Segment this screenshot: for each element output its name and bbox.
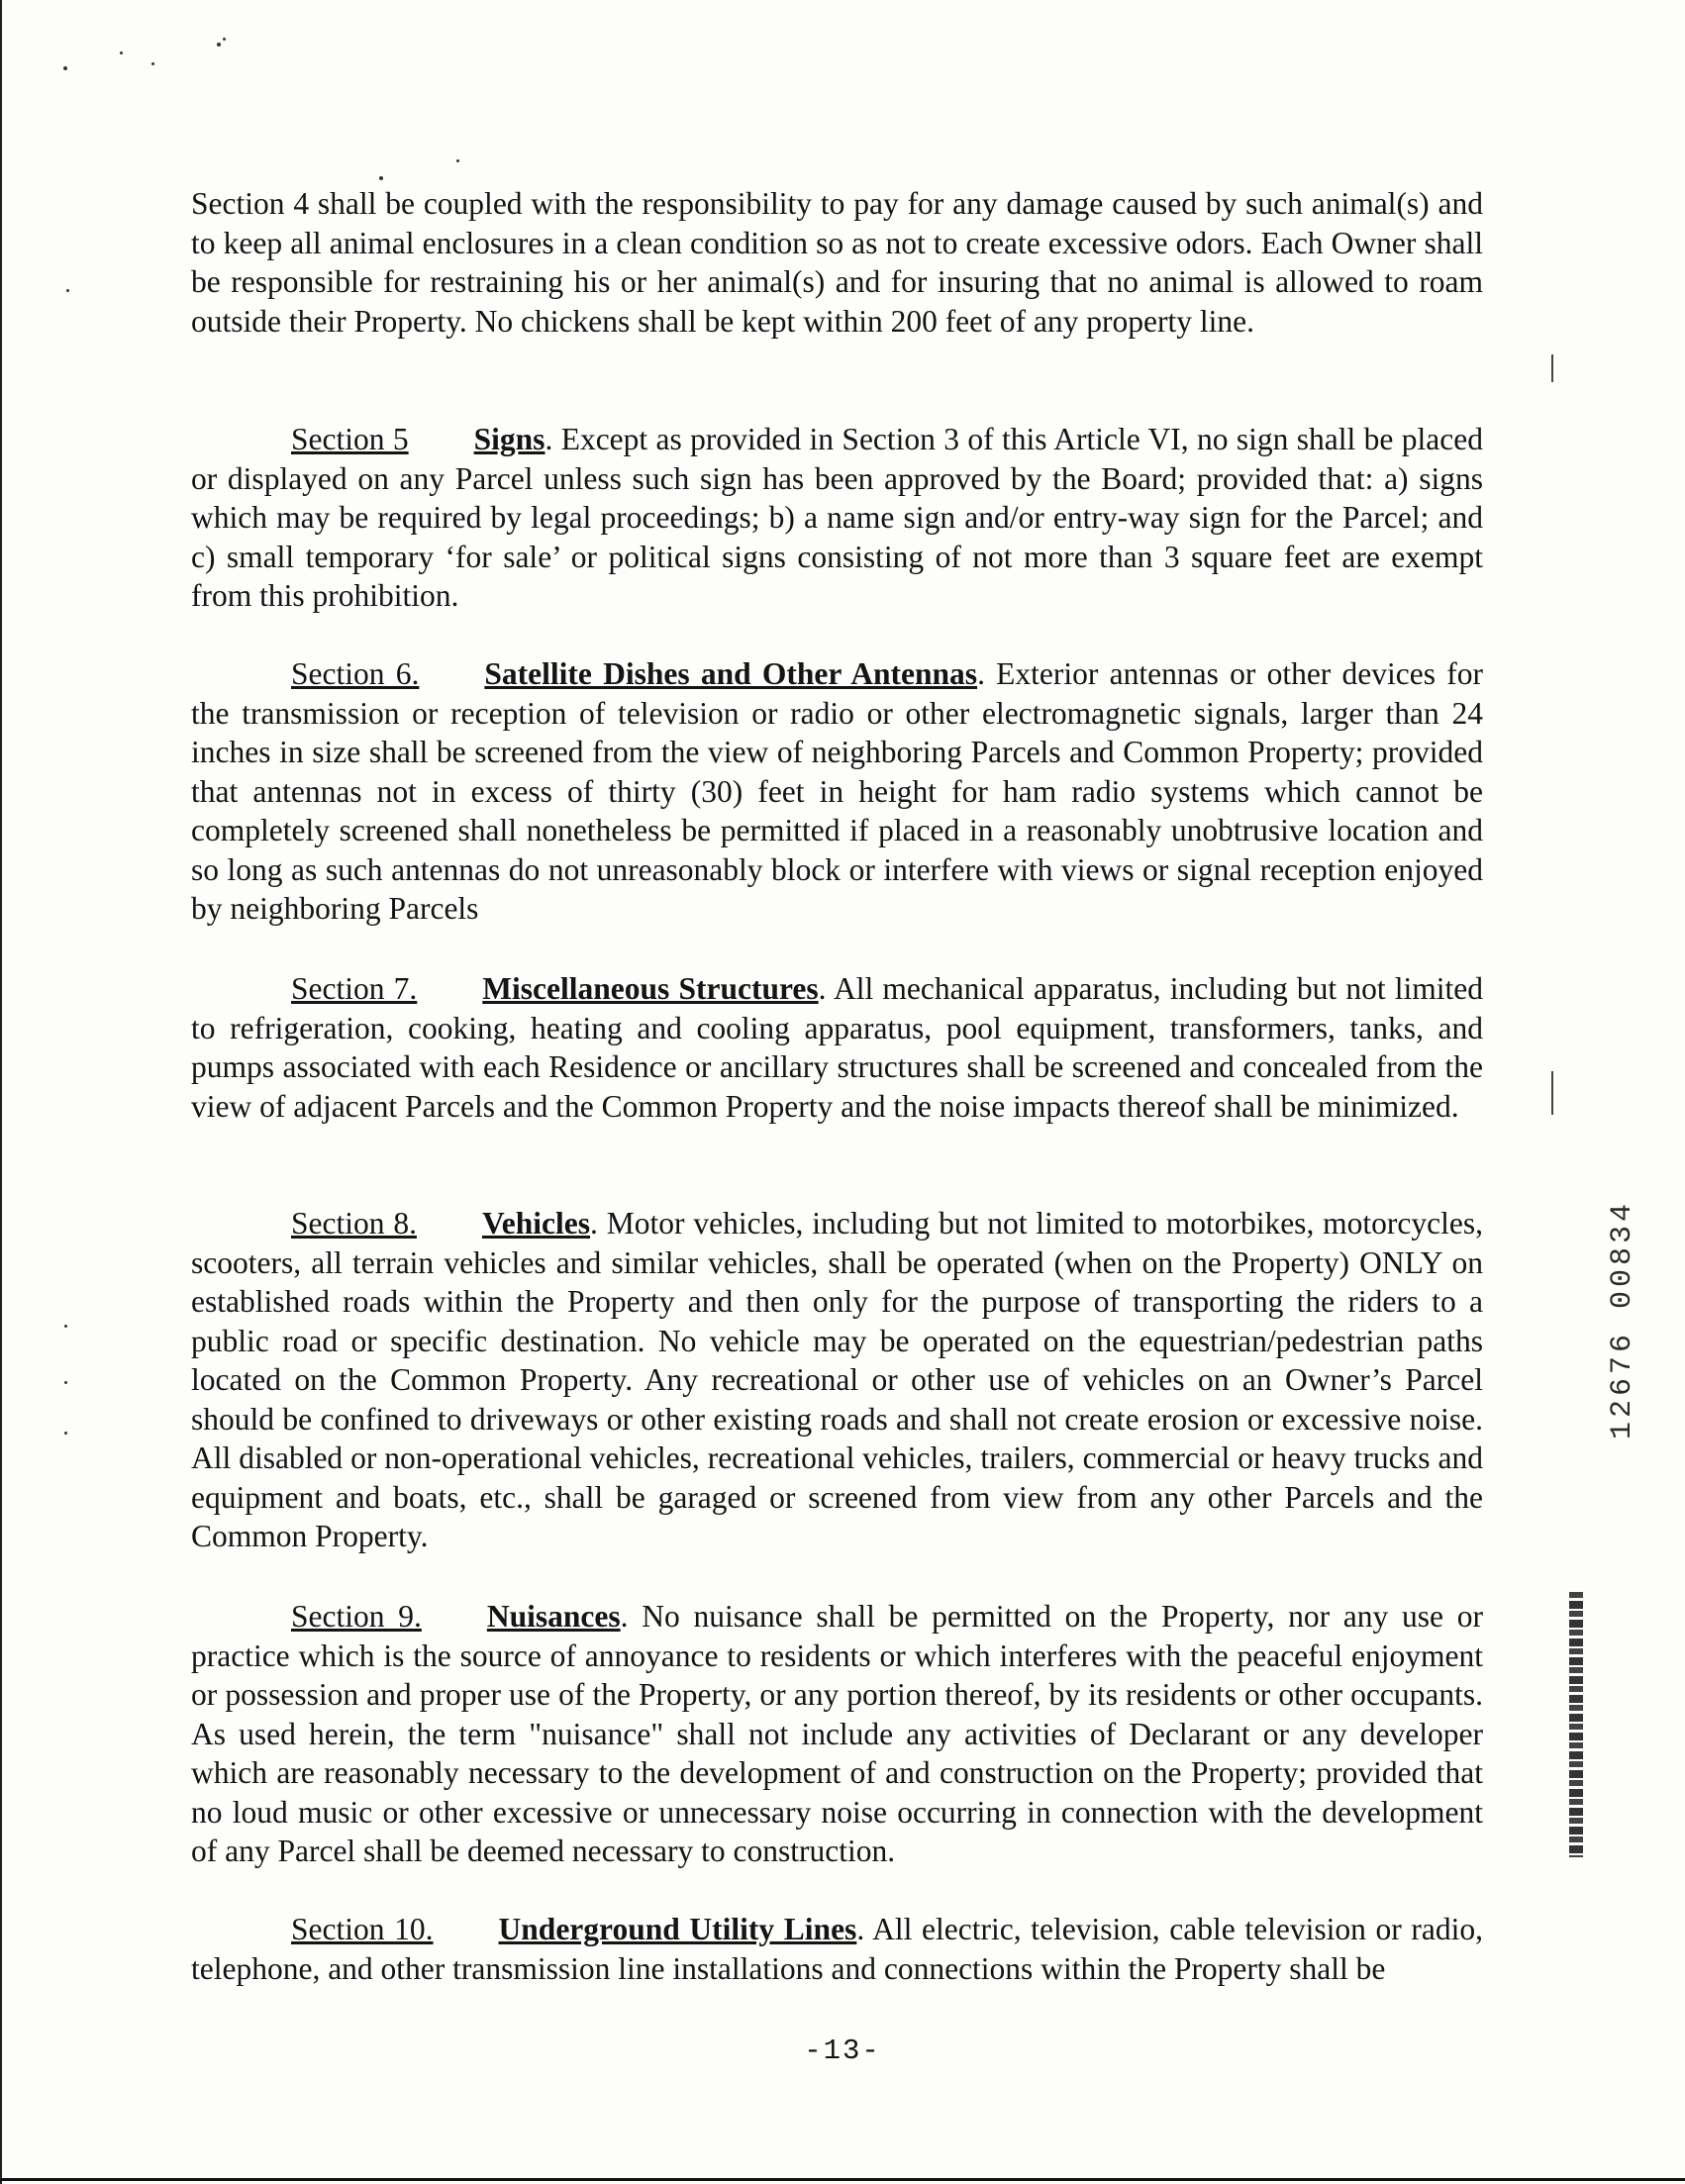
section-label: Section 7. <box>291 971 418 1006</box>
section-title-suffix: . <box>545 422 553 456</box>
section-body: No nuisance shall be permitted on the Property, nor any use or practice which is the source of annoyance to residents or which interferes with the peaceful enjoyment or possession and proper use of the Property, or any portion thereof, by its residents or other occupants. As used herein, the term "nuisance" shall not include any activities of Declarant or any developer which are reasonably necessary to the development of and construction on the Property; provided that no loud music or other excessive or unnecessary noise occurring in connection with the development of any Parcel shall be deemed necessary to construction. <box>191 1599 1483 1868</box>
section-body: Except as provided in Section 3 of this Article VI, no sign shall be placed or displayed on any Parcel unless such sign has been approved by the Board; provided that: a) signs which may be required by legal proceedings; b) a name sign and/or entry-way sign for the Parcel; and c) small temporary ‘for sale’ or political signs consisting of not more than 3 square feet are exempt from this prohibition. <box>191 422 1483 613</box>
margin-change-bar <box>1551 354 1553 382</box>
paragraph-section-4-continued <box>191 184 1483 341</box>
paragraph-section-7 <box>191 969 1483 1126</box>
section-label: Section 6. <box>291 656 420 691</box>
section-body: All mechanical apparatus, including but not limited to refrigeration, cooking, heating and cooling apparatus, pool equipment, transformers, tanks, and pumps associated with each Residence or ancillary structures shall be screened and concealed from the view of adjacent Parcels and the Common Property and the noise impacts thereof shall be minimized. <box>191 971 1483 1124</box>
scan-speck <box>217 43 221 47</box>
section-title-suffix: . <box>818 971 827 1006</box>
section-title: Underground Utility Lines <box>498 1912 857 1946</box>
scan-speck <box>120 51 123 54</box>
section-label: Section 10. <box>291 1912 434 1946</box>
section-title: Vehicles <box>481 1206 591 1241</box>
margin-change-bar <box>1551 1071 1553 1115</box>
scan-speck <box>66 289 69 292</box>
page-number: -13- <box>804 2035 881 2067</box>
scan-speck <box>63 66 67 70</box>
section-title: Miscellaneous Structures <box>482 971 819 1006</box>
scan-speck <box>151 62 154 65</box>
section-title: Satellite Dishes and Other Antennas <box>484 656 978 691</box>
section-title-suffix: . <box>620 1599 629 1634</box>
section-label: Section 8. <box>291 1206 417 1241</box>
paragraph-section-6 <box>191 654 1483 929</box>
page-bottom-border <box>0 2178 1685 2181</box>
scan-artifact-mark <box>1569 1592 1583 1857</box>
scan-left-edge <box>0 0 2 2184</box>
section-label: Section 5 <box>291 422 409 456</box>
recording-number-stamp: 12676 00834 <box>1606 1200 1639 1440</box>
scan-speck <box>456 159 459 162</box>
section-title-suffix: . <box>856 1912 865 1946</box>
scan-speck <box>379 176 383 180</box>
paragraph-section-9 <box>191 1597 1483 1871</box>
scan-speck <box>64 1381 67 1384</box>
section-title: Signs <box>473 422 545 456</box>
section-body: All electric, television, cable television or radio, telephone, and other transmission line installations and connections within the Property shall be <box>191 1912 1483 1986</box>
scan-speck <box>64 1432 67 1435</box>
section-title: Nuisances <box>486 1599 621 1634</box>
paragraph-section-5 <box>191 420 1483 616</box>
section-title-suffix: . <box>977 656 985 691</box>
scan-speck <box>223 38 226 41</box>
section-body: Motor vehicles, including but not limited to motorbikes, motorcycles, scooters, all terrain vehicles and similar vehicles, shall be operated (when on the Property) ONLY on established roads within the Property and then only for the purpose of transporting the riders to a public road or specific destination. No vehicle may be operated on the equestrian/pedestrian paths located on the Common Property. Any recreational or other use of vehicles on an Owner’s Parcel should be confined to driveways or other existing roads and shall not create erosion or excessive noise. All disabled or non-operational vehicles, recreational vehicles, trailers, commercial or heavy trucks and equipment and boats, etc., shall be garaged or screened from view from any other Parcels and the Common Property. <box>191 1206 1483 1553</box>
paragraph-text: Section 4 shall be coupled with the responsibility to pay for any damage caused by such animal(s) and to keep all animal enclosures in a clean condition so as not to create excessive odors. Each Owner shall be responsible for restraining his or her animal(s) and for insuring that no animal is allowed to roam outside their Property. No chickens shall be kept within 200 feet of any property line. <box>191 186 1483 339</box>
paragraph-section-10 <box>191 1910 1483 1988</box>
scan-speck <box>64 1325 67 1328</box>
section-title-suffix: . <box>590 1206 598 1241</box>
section-body: Exterior antennas or other devices for the transmission or reception of television or radio or other electromagnetic signals, larger than 24 inches in size shall be screened from the view of neighboring Parcels and Common Property; provided that antennas not in excess of thirty (30) feet in height for ham radio systems which cannot be completely screened shall nonetheless be permitted if placed in a reasonably unobtrusive location and so long as such antennas do not unreasonably block or interfere with views or signal reception enjoyed by neighboring Parcels <box>191 656 1483 926</box>
section-label: Section 9. <box>291 1599 422 1634</box>
paragraph-section-8 <box>191 1204 1483 1556</box>
